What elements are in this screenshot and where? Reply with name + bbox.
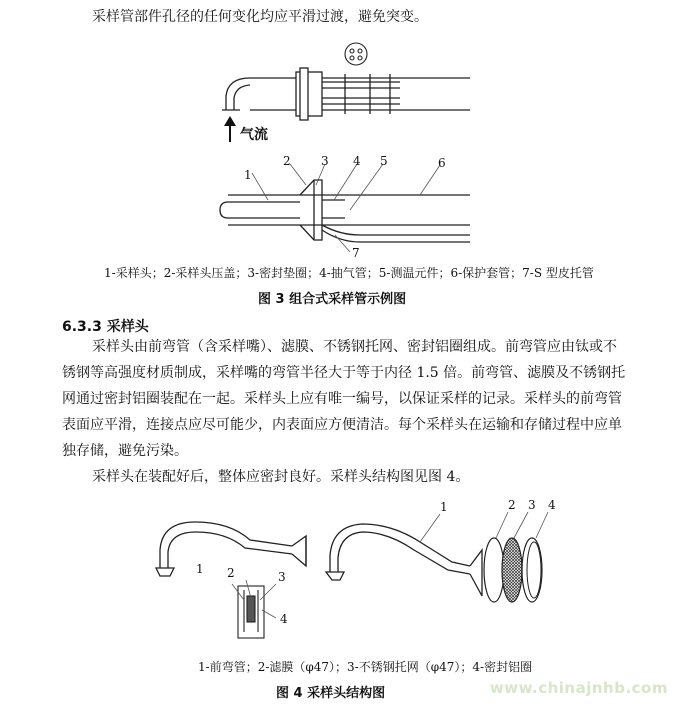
para1-line5: 独存储，避免污染。 [62,443,188,459]
figure4-title: 图 4 采样头结构图 [276,686,386,701]
para1-line2: 锈钢等高强度材质制成，采样嘴的弯管半径大于等于内径 1.5 倍。前弯管、滤膜及不锈钢托 [62,365,626,381]
fig4-left-callout-1: 1 [196,562,204,576]
fig4-right-callout-2: 2 [508,498,516,512]
fig4-left-callout-3: 3 [278,570,286,584]
para1-line4: 表面应平滑，连接点应尽可能少，内表面应方便清洁。每个采样头在运输和存储过程中应单 [62,417,622,433]
para1-line3: 网通过密封铝圈装配在一起。采样头上应有唯一编号，以保证采样的记录。采样头的前弯管 [62,391,622,407]
fig4-right-callout-1: 1 [440,500,448,514]
intro-paragraph: 采样管部件孔径的任何变化均应平滑过渡，避免突变。 [92,9,428,25]
figure4-diagram [0,500,690,670]
fig3-callout-4: 4 [353,154,361,168]
fig3-callout-3: 3 [321,154,329,168]
figure3-title: 图 3 组合式采样管示例图 [258,292,407,307]
airflow-arrow-icon [224,116,236,142]
watermark: www.chinajnhb.com [489,679,668,697]
figure3-diagram [0,30,690,280]
para2: 采样头在装配好后，整体应密封良好。采样头结构图见图 4。 [92,469,470,485]
airflow-label: 气流 [240,127,268,143]
fig3-callout-7: 7 [352,246,360,260]
fig4-left-callout-4: 4 [280,612,288,626]
fig4-right-callout-3: 3 [528,498,536,512]
fig4-right-callout-4: 4 [548,498,556,512]
figure4-legend: 1-前弯管；2-滤膜（φ47）；3-不锈钢托网（φ47）；4-密封铝圈 [198,660,533,674]
fig4-left-callout-2: 2 [227,566,235,580]
fig3-callout-2: 2 [283,154,291,168]
para1-line1: 采样头由前弯管（含采样嘴）、滤膜、不锈钢托网、密封铝圈组成。前弯管应由钛或不 [92,339,617,355]
fig3-callout-6: 6 [438,156,446,170]
fig3-callout-1: 1 [244,168,252,182]
figure3-legend: 1-采样头；2-采样头压盖；3-密封垫圈；4-抽气管；5-测温元件；6-保护套管；7-S 型皮托管 [104,266,594,280]
section-heading: 6.3.3 采样头 [62,319,149,335]
fig3-callout-5: 5 [380,154,388,168]
